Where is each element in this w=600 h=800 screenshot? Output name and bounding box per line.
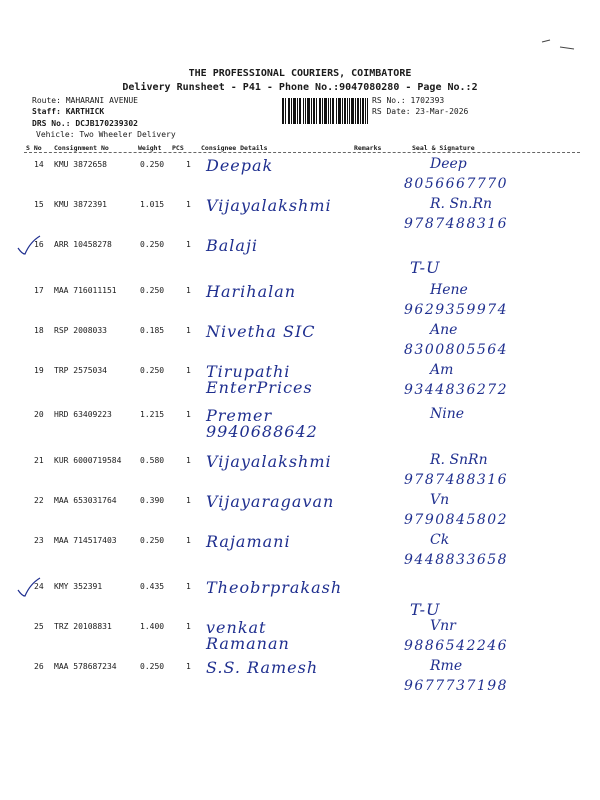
row-sno: 14 [34,160,44,169]
table-row [0,406,600,450]
row-signature: Nine [430,406,465,422]
row-sno: 22 [34,496,44,505]
col-header-weight: Weight [138,144,162,152]
row-pcs: 1 [186,240,191,249]
row-consignment-no: MAA 578687234 [54,662,117,671]
row-phone-handwritten: 9629359974 [404,302,509,318]
row-weight: 0.250 [140,366,165,375]
row-signature: Vn [430,492,450,508]
row-signature: Rme [430,658,463,674]
row-sno: 19 [34,366,44,375]
row-sno: 17 [34,286,44,295]
row-consignment-no: KMU 3872391 [54,200,107,209]
table-row [0,156,600,200]
row-signature: Deep [430,156,467,172]
row-sno: 24 [34,582,44,591]
vehicle-text: Vehicle: Two Wheeler Delivery [36,130,176,139]
table-row [0,578,600,622]
col-header-seal: Seal & Signature [412,144,475,152]
row-consignee-handwritten: Tirupathi EnterPrices [206,362,313,397]
row-weight: 0.250 [140,160,165,169]
row-pcs: 1 [186,662,191,671]
row-signature: Vnr [430,618,456,634]
row-consignee-handwritten: venkat Ramanan [206,618,290,653]
row-consignee-handwritten: S.S. Ramesh [206,658,319,677]
row-weight: 0.435 [140,582,165,591]
row-weight: 0.390 [140,496,165,505]
row-pcs: 1 [186,496,191,505]
row-weight: 1.215 [140,410,165,419]
row-pcs: 1 [186,286,191,295]
row-phone-handwritten: 9677737198 [404,678,509,694]
row-consignee-handwritten: Premer 9940688642 [206,406,318,441]
row-consignment-no: MAA 716011151 [54,286,117,295]
rs-number: RS No.: 1702393 [372,96,445,105]
row-consignee-handwritten: Vijayaragavan [206,492,335,511]
corner-pen-mark [540,38,580,52]
row-consignment-no: KMY 352391 [54,582,103,591]
row-weight: 0.250 [140,662,165,671]
row-consignment-no: MAA 653031764 [54,496,117,505]
row-pcs: 1 [186,622,191,631]
header-divider [24,152,580,153]
barcode-image [282,98,368,124]
row-signature: R. SnRn [430,452,488,468]
row-sno: 20 [34,410,44,419]
row-phone-handwritten: 9790845802 [404,512,509,528]
rs-date: RS Date: 23-Mar-2026 [372,107,469,116]
row-signature: Am [430,362,454,378]
row-sno: 18 [34,326,44,335]
row-sno: 23 [34,536,44,545]
row-weight: 0.250 [140,286,165,295]
row-pcs: 1 [186,200,191,209]
table-row [0,196,600,240]
row-weight: 1.400 [140,622,165,631]
row-consignment-no: ARR 10458278 [54,240,112,249]
drs-text: DRS No.: DCJB170239302 [32,119,138,128]
row-weight: 0.250 [140,536,165,545]
row-signature: R. Sn.Rn [430,196,493,212]
row-consignment-no: HRD 63409223 [54,410,112,419]
row-pcs: 1 [186,582,191,591]
row-consignment-no: TRZ 20108831 [54,622,112,631]
row-weight: 0.250 [140,240,165,249]
row-signature: Hene [430,282,468,298]
row-consignment-no: MAA 714517403 [54,536,117,545]
row-pcs: 1 [186,410,191,419]
row-pcs: 1 [186,326,191,335]
col-header-consignment: Consignment No [54,144,109,152]
route-text: Route: MAHARANI AVENUE [32,96,138,105]
col-header-pcs: PCS [172,144,184,152]
staff-text: Staff: KARTHICK [32,107,105,116]
table-row [0,236,600,280]
row-sno: 21 [34,456,44,465]
row-phone-handwritten: 9886542246 [404,638,509,654]
row-consignee-handwritten: Deepak [206,156,274,175]
row-signature: Ane [430,322,458,338]
row-pcs: 1 [186,456,191,465]
row-consignment-no: KMU 3872658 [54,160,107,169]
row-consignee-handwritten: Balaji [206,236,259,255]
col-header-remarks: Remarks [354,144,382,152]
row-consignee-handwritten: Theobrprakash [206,578,343,597]
row-phone-handwritten: 8300805564 [404,342,509,358]
row-sno: 26 [34,662,44,671]
row-consignment-no: TRP 2575034 [54,366,107,375]
tick-mark-row-24 [16,576,42,598]
row-pcs: 1 [186,536,191,545]
row-phone-handwritten: 9787488316 [404,472,509,488]
row-weight: 0.185 [140,326,165,335]
table-row [0,658,600,702]
row-pcs: 1 [186,160,191,169]
table-row [0,618,600,662]
table-row [0,452,600,496]
row-signature: Ck [430,532,450,548]
row-consignee-handwritten: Rajamani [206,532,291,551]
row-consignee-handwritten: Vijayalakshmi [206,452,332,471]
table-row [0,532,600,576]
row-phone-handwritten: 9344836272 [404,382,509,398]
table-row [0,322,600,366]
col-header-sno: S No [26,144,42,152]
col-header-consignee: Consignee Details [201,144,268,152]
row-sno: 15 [34,200,44,209]
row-delivery-note: T-U [410,600,441,619]
row-phone-handwritten: 9448833658 [404,552,509,568]
row-consignee-handwritten: Nivetha SIC [206,322,316,341]
row-consignee-handwritten: Harihalan [206,282,297,301]
table-row [0,282,600,326]
row-sno: 25 [34,622,44,631]
runsheet-subtitle: Delivery Runsheet - P41 - Phone No.:9047080280 - Page No.:2 [122,82,478,93]
tick-mark-row-16 [16,234,42,256]
table-row [0,362,600,406]
row-weight: 1.015 [140,200,165,209]
row-delivery-note: T-U [410,258,441,277]
company-title: THE PROFESSIONAL COURIERS, COIMBATORE [188,68,412,79]
table-row [0,492,600,536]
row-phone-handwritten: 9787488316 [404,216,509,232]
row-consignment-no: RSP 2008033 [54,326,107,335]
row-phone-handwritten: 8056667770 [404,176,509,192]
row-weight: 0.580 [140,456,165,465]
row-consignee-handwritten: Vijayalakshmi [206,196,332,215]
row-pcs: 1 [186,366,191,375]
row-consignment-no: KUR 6000719584 [54,456,122,465]
row-sno: 16 [34,240,44,249]
